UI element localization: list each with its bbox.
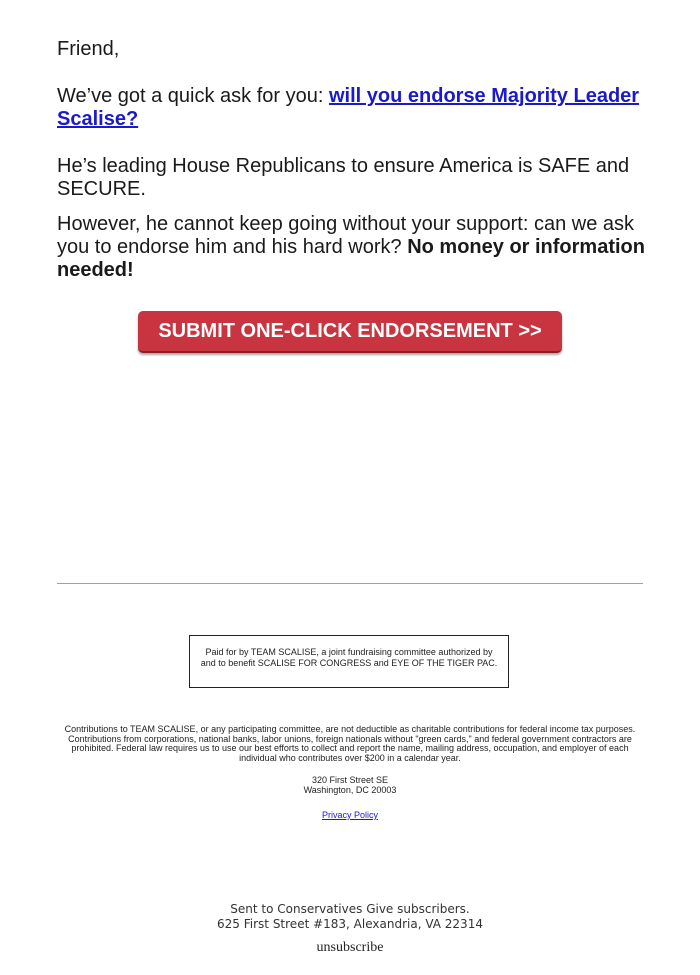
address-line-2: Washington, DC 20003 (303, 785, 397, 795)
privacy-container (250, 810, 450, 820)
ask-paragraph (57, 85, 647, 131)
footer-sent-to: Sent to Conservatives Give subscribers. (230, 902, 470, 916)
committee-address (250, 775, 450, 795)
endorse-link[interactable]: will you endorse Majority Leader Scalise? (57, 85, 640, 130)
address-line-1: 320 First Street SE (311, 775, 389, 785)
divider (57, 583, 643, 584)
unsubscribe-link[interactable]: unsubscribe (316, 940, 384, 955)
legal-disclaimer: Contributions to TEAM SCALISE, or any participating committee, are not deductible as charitable contributions for federal income tax purposes. Contributions from corporations, national banks, labor unions, foreign nationals without "green cards," and federal government contractors are prohibited. Federal law requires us to use our best efforts to collect and report the name, mailing address, occupation, and employer of each individual who contributes over $200 in a calendar year. (64, 724, 636, 763)
support-paragraph (57, 213, 647, 282)
support-bold-text: No money or information needed! (57, 236, 645, 281)
support-text: However, he cannot keep going without your support: can we ask you to endorse him and his hard work? (57, 213, 635, 258)
footer-address: 625 First Street #183, Alexandria, VA 22314 (217, 917, 483, 931)
submit-endorsement-button[interactable]: SUBMIT ONE-CLICK ENDORSEMENT >> (138, 311, 562, 353)
ask-intro: We’ve got a quick ask for you: (57, 85, 329, 107)
leading-paragraph: He’s leading House Republicans to ensure America is SAFE and SECURE. (57, 155, 630, 200)
privacy-policy-link[interactable]: Privacy Policy (321, 810, 378, 820)
unsubscribe-container (250, 940, 450, 956)
greeting: Friend, (57, 38, 120, 60)
footer (150, 902, 550, 932)
cta-container (138, 311, 562, 353)
paid-for-box: Paid for by TEAM SCALISE, a joint fundraising committee authorized by and to benefit SCALISE FOR CONGRESS and EYE OF THE TIGER PAC. (189, 635, 509, 688)
email-body (57, 38, 647, 282)
